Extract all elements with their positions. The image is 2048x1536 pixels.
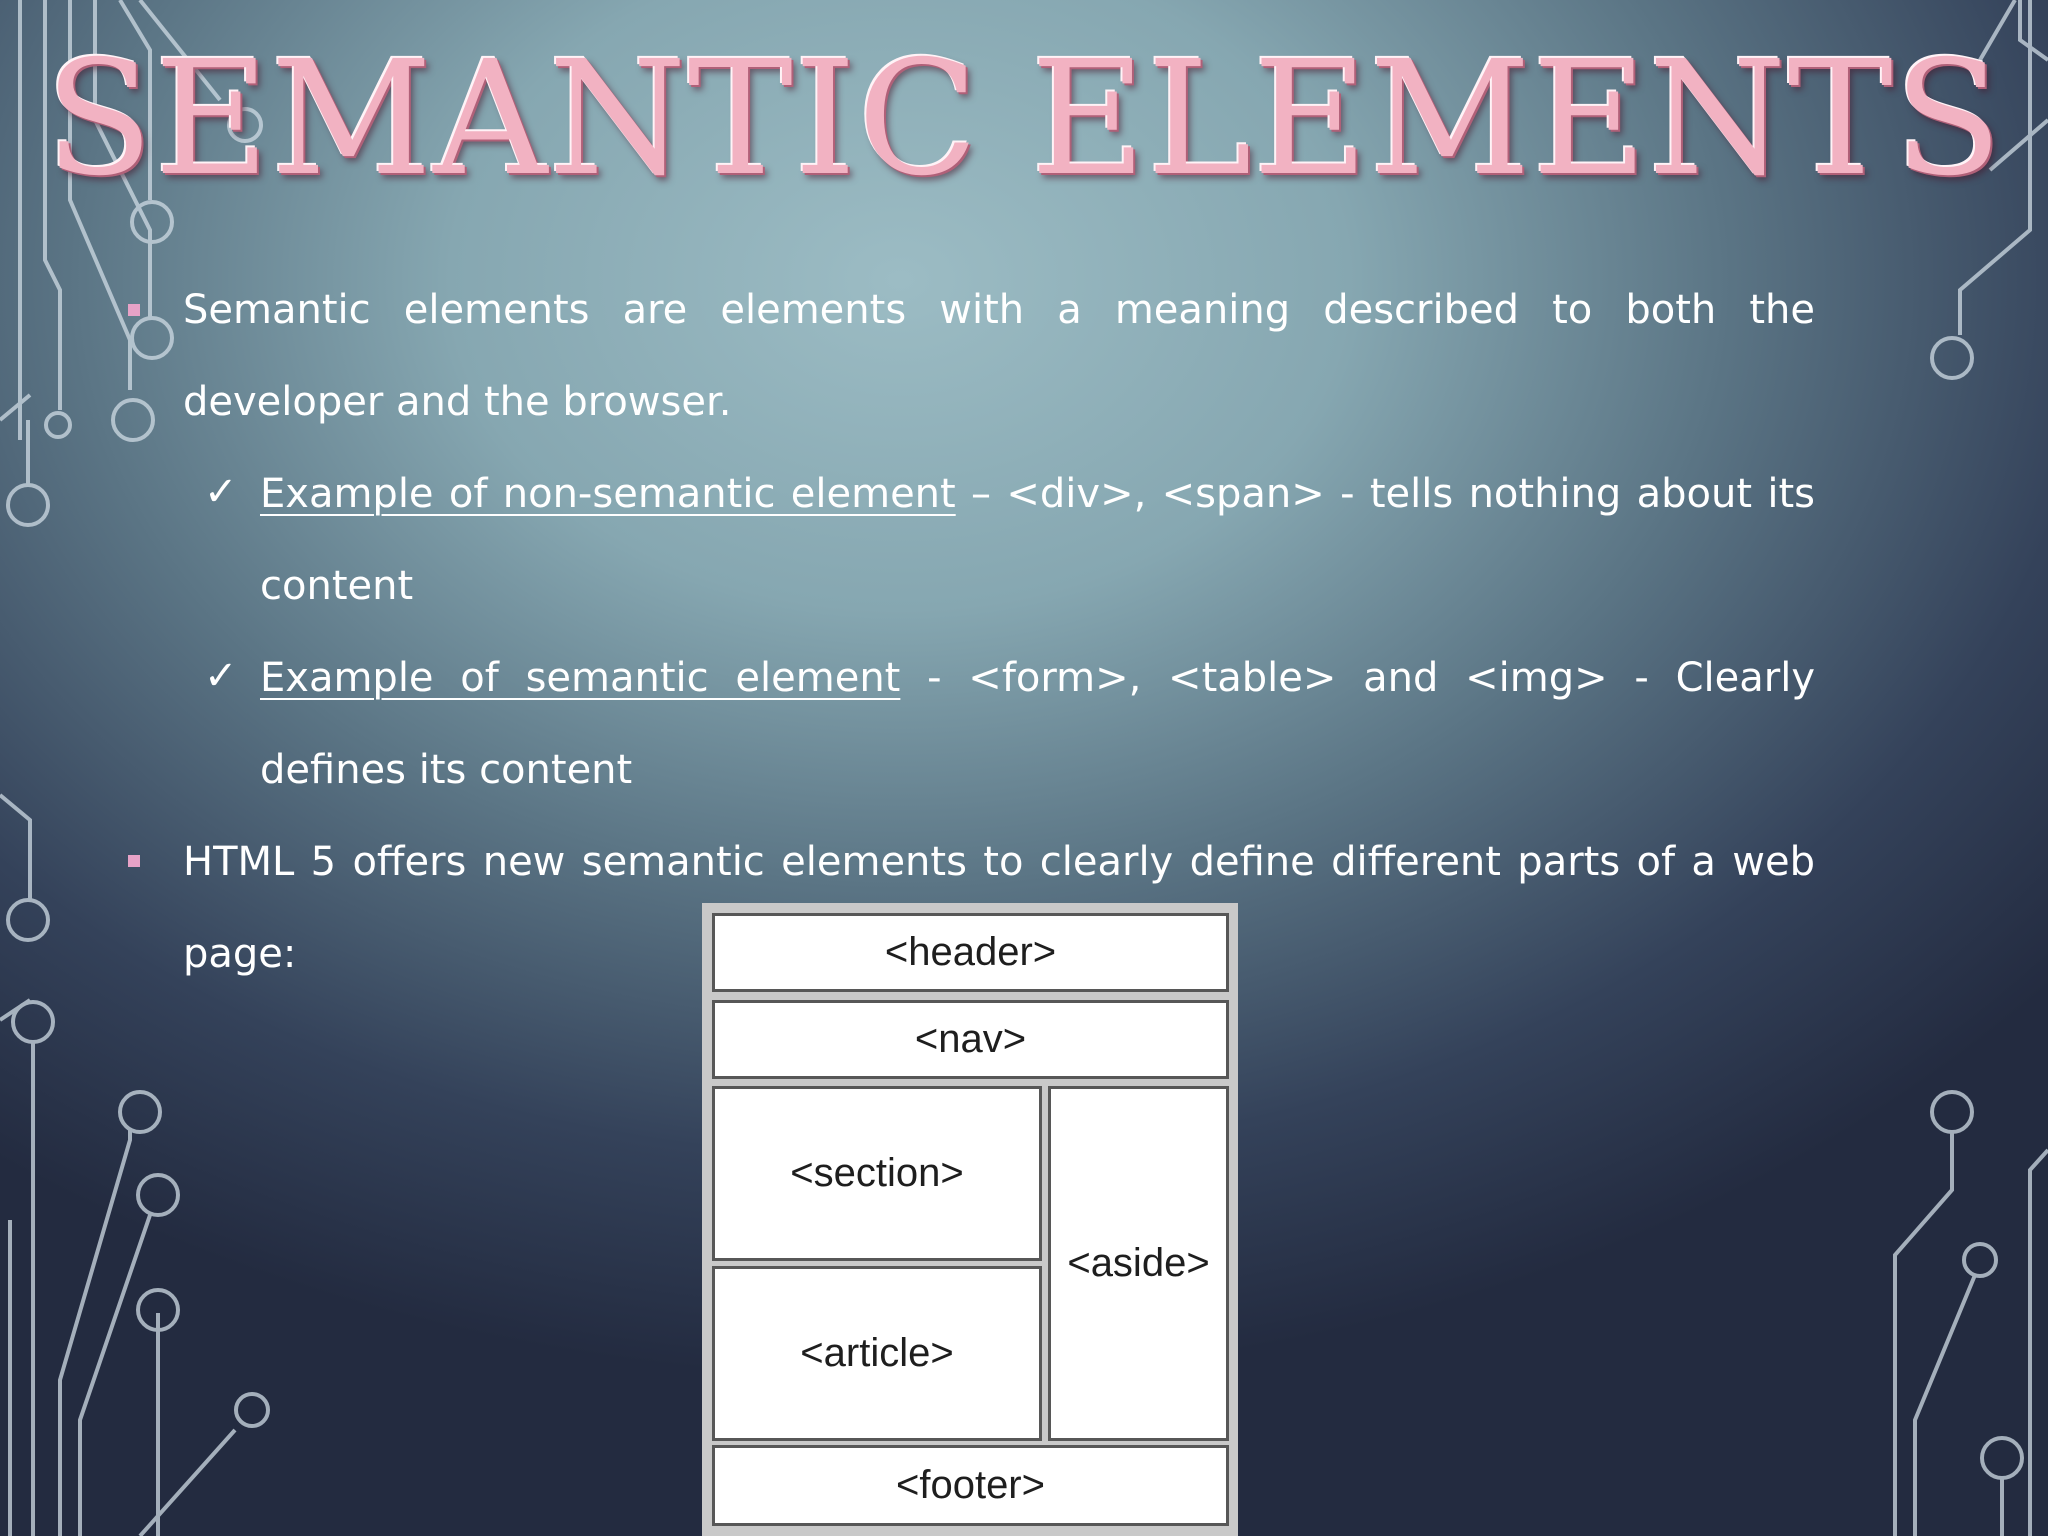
- aside-box: <aside>: [1048, 1086, 1229, 1441]
- non-semantic-example-label: Example of non-semantic element: [260, 471, 956, 517]
- semantic-example-text: - <form>, <table> and <img> - Clearly defines its content: [260, 655, 1815, 793]
- footer-box: <footer>: [712, 1445, 1229, 1526]
- slide-title: SEMANTIC ELEMENTS: [44, 27, 2004, 211]
- bullet-text-2: HTML 5 offers new semantic elements to clearly define different parts of a web page:: [183, 839, 1815, 977]
- html5-layout-diagram: [702, 903, 1238, 1536]
- sub-bullet-2: [260, 632, 1815, 816]
- section-box: <section>: [712, 1086, 1042, 1261]
- header-box: <header>: [712, 913, 1229, 992]
- checkmark-icon: ✓: [204, 469, 238, 515]
- semantic-example-label: Example of semantic element: [260, 655, 901, 701]
- sub-bullet-1: [260, 448, 1815, 632]
- nav-box: <nav>: [712, 1000, 1229, 1079]
- square-bullet-icon: [128, 304, 140, 316]
- non-semantic-example-text: – <div>, <span> - tells nothing about its content: [260, 471, 1815, 609]
- checkmark-icon: ✓: [204, 653, 238, 699]
- square-bullet-icon: [128, 855, 140, 867]
- bullet-text-1: Semantic elements are elements with a meaning described to both the developer and the browser.: [183, 287, 1815, 425]
- article-box: <article>: [712, 1266, 1042, 1441]
